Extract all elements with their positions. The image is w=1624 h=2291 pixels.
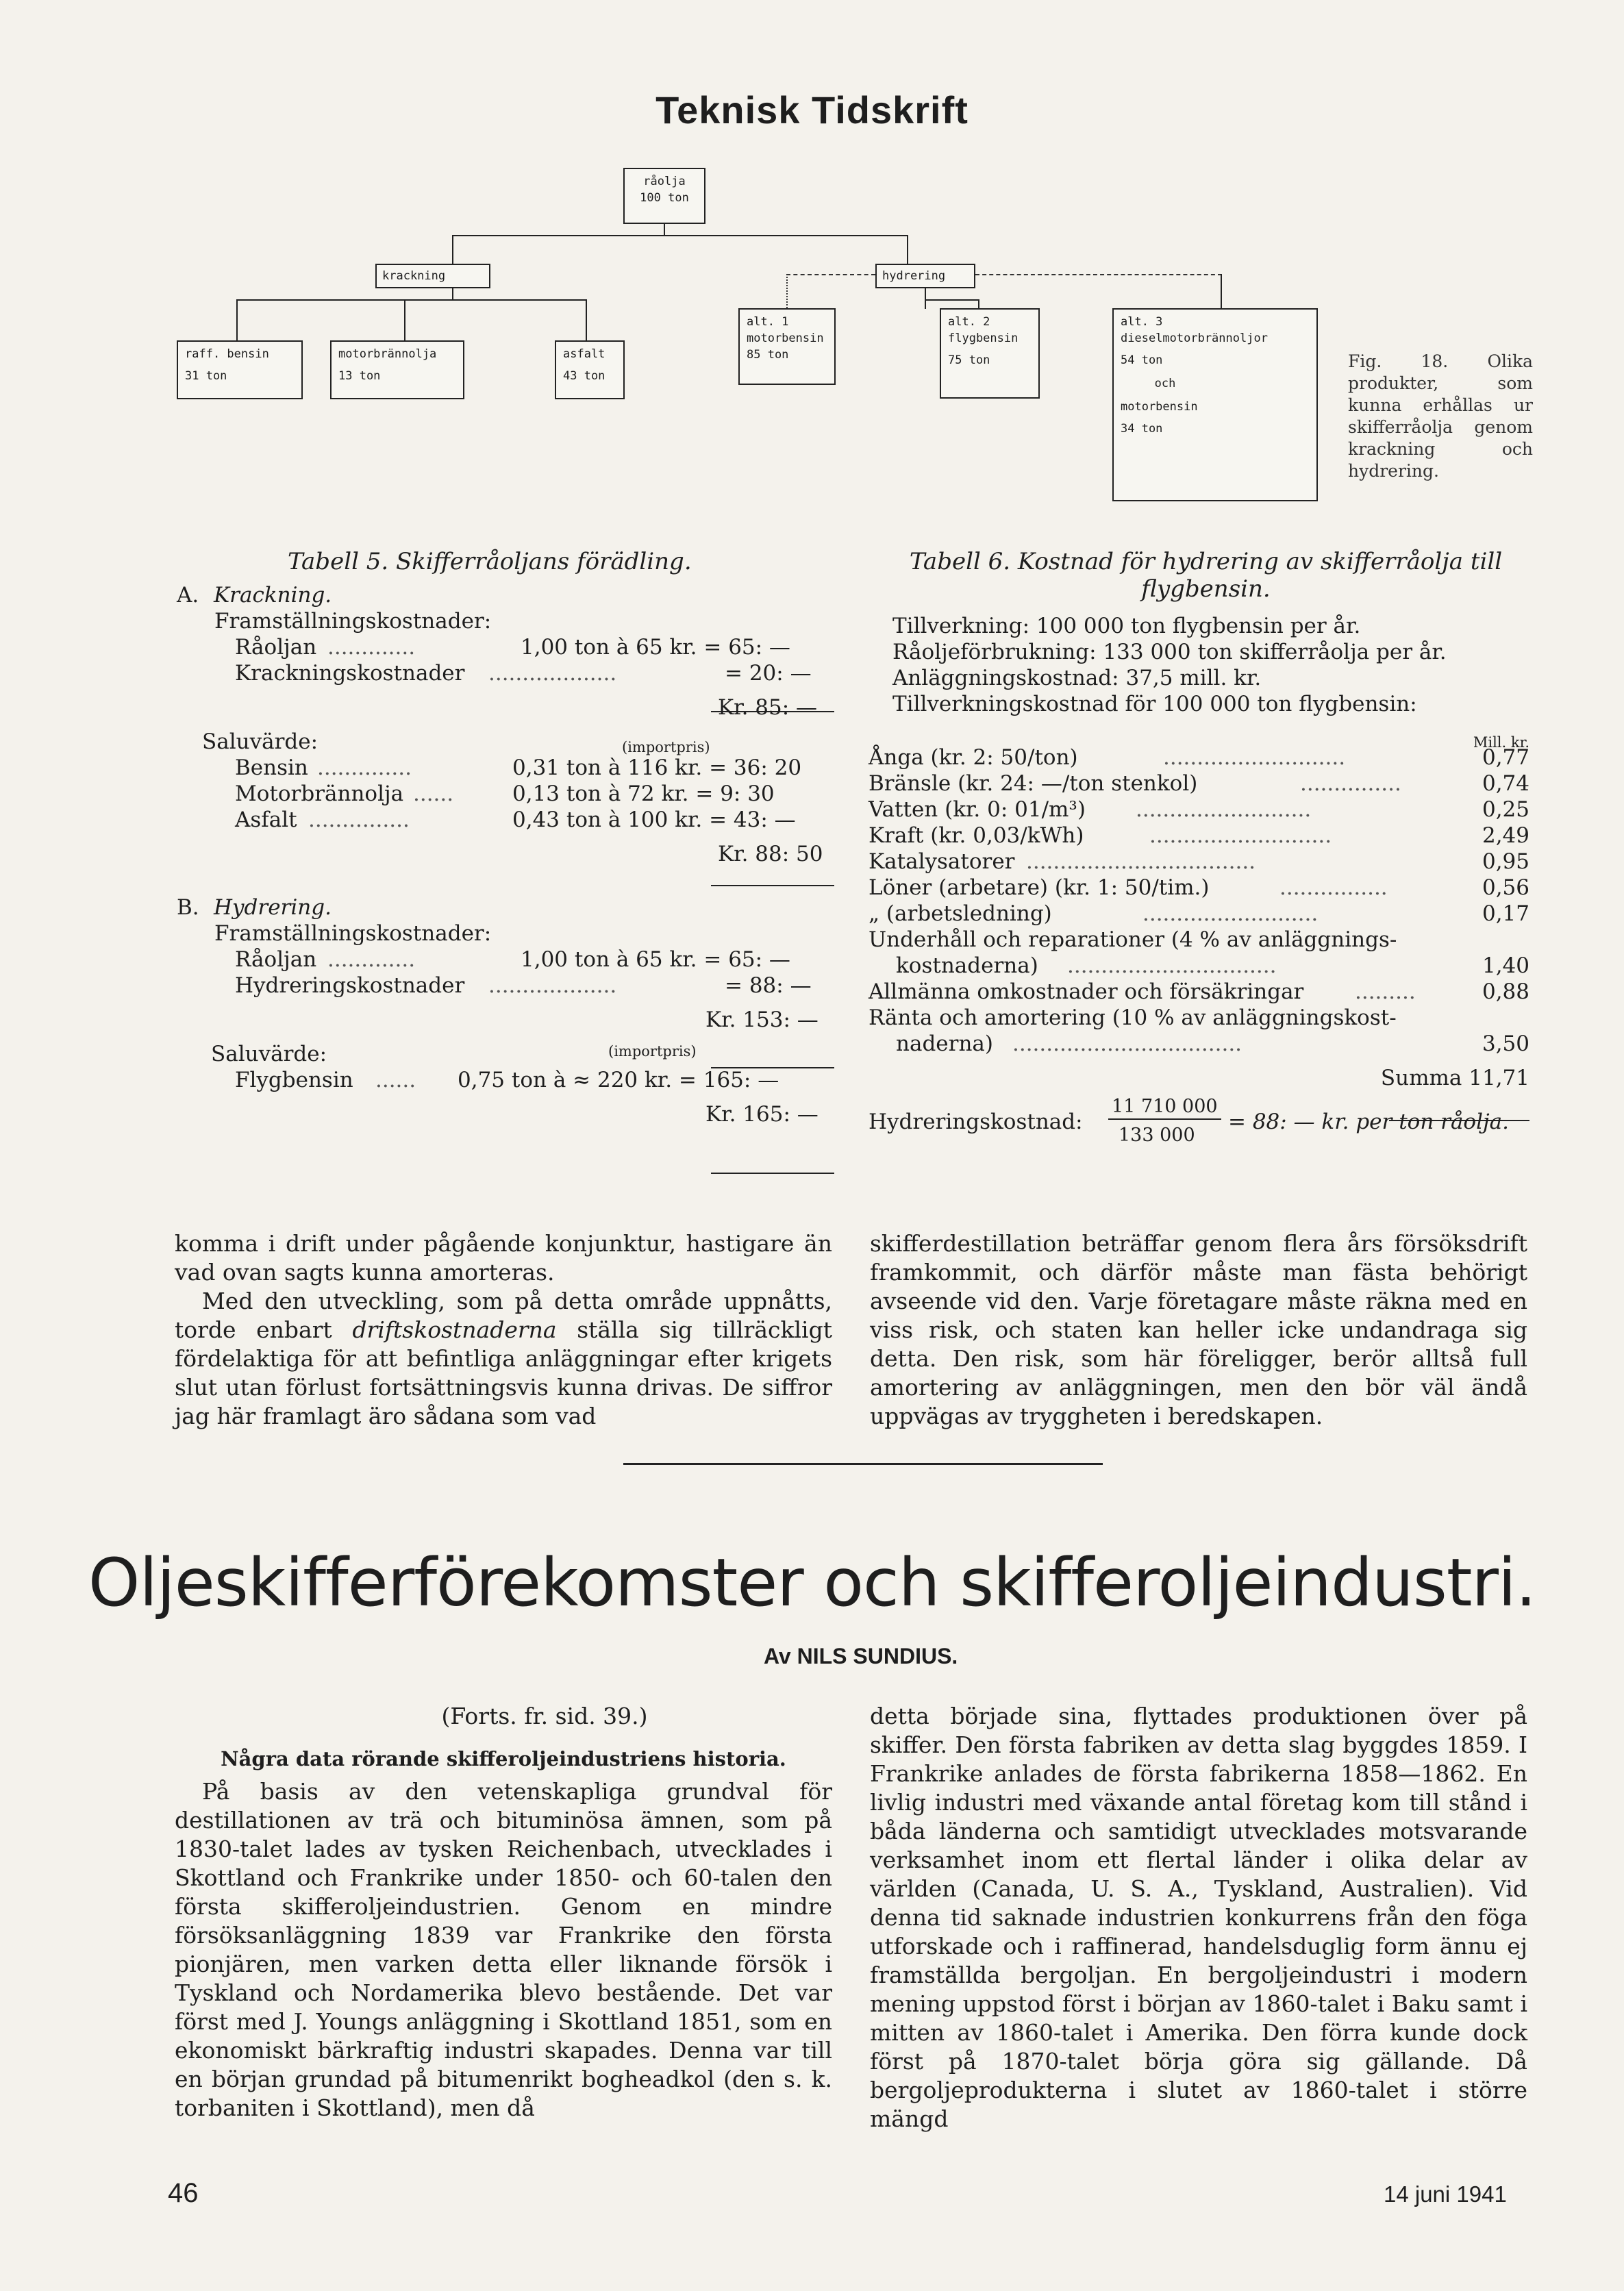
table5-flyg-vals: 0,75 ton à ≈ 220 kr. = 165: —: [458, 1068, 779, 1092]
table5-sum-b2: Kr. 165: —: [705, 1102, 819, 1127]
table5-saluvarde-b: Saluvärde:: [211, 1042, 327, 1066]
table6-line: Tillverkningskostnad för 100 000 ton flygbensin:: [892, 692, 1417, 716]
table5-a-title: Krackning.: [214, 583, 332, 608]
section-heading: Några data rörande skifferoljeindustriens historia.: [221, 1747, 786, 1770]
table5-sum-b1: Kr. 153: —: [705, 1007, 819, 1032]
motorbrannolja-label: motorbrännolja: [338, 347, 437, 361]
alt2-label: alt. 2: [948, 315, 990, 329]
table5-motor: Motorbrännolja: [235, 781, 404, 806]
article-left-column: [175, 1702, 832, 2123]
table6-item-value: 0,95: [1482, 849, 1529, 874]
table5-raoljan-b: Råoljan: [235, 947, 317, 972]
table6-item-label: „ (arbetsledning): [869, 901, 1052, 926]
page-number: 46: [168, 2178, 199, 2208]
alt3-product2: motorbensin: [1121, 400, 1198, 414]
table5-importpris: (importpris): [622, 739, 710, 755]
table5: A. Krackning. Framställningskostnader: Råoljan ............. 1,00 ton à 65 kr. = 65: — Krackningskostnader ................... = 20: — Kr. 85: — Saluvärde: (importpris) Bensin .............. 0,31 ton à 116 kr. = 36: 20 Motorbrännolja ...... 0,13 ton à 72 kr. = 9: 30 Asfalt ............... 0,43 ton à 100 kr. = 43: — Kr. 88: 50 B. Hydrering. Framställningskostnader: Råoljan ............. 1,00 ton à 65 kr. = 65: — Hydreringskostnader ................... = 88: — Kr. 153: — Saluvärde: (importpris) Flygbensin ...... 0,75 ton à ≈ 220 kr. = 165: — Kr. 165: —: [177, 582, 834, 1127]
alt3-product1: dieselmotorbrännoljor: [1121, 331, 1268, 345]
header-text: Teknisk Tidskrift: [655, 88, 969, 132]
krackning-label: krackning: [382, 269, 446, 283]
table6-allmanna-val: 0,88: [1482, 979, 1529, 1004]
table5-bensin: Bensin: [235, 755, 308, 780]
article-right-text: detta började sina, flyttades produktionen över på skiffer. Den första fabriken av detta slag byggdes 1859. I Frankrike anlades de första fabrikerna 1858—1862. En livlig industri med växande antal företag kom till stånd i båda länderna och samtidigt utvecklades motsvarande verksamhet inom ett flertal länder i olika delar av världen (Canada, U. S. A., Tyskland, Australien). Vid denna tid saknade industrien konkurrens från den föga utforskade och i raffinerad, handelsduglig form ännu ej framställda bergoljan. En bergoljeindustri i modern mening uppstod först i början av 1860-talet i Baku samt i mitten av 1860-talet i Amerika. Den förra kunde dock först på 1870-talet börja göra sig gällande. Då bergoljeprodukterna i slutet av 1860-talet i större mängd: [870, 1703, 1527, 2132]
table6-underhall-1: Underhåll och reparationer (4 % av anläggnings-: [869, 927, 1397, 952]
table5-title-text: Tabell 5. Skifferråoljans förädling.: [288, 548, 692, 575]
alt3-amount1: 54 ton: [1121, 353, 1163, 367]
table5-saluvarde: Saluvärde:: [202, 729, 318, 754]
table6-frac-den: 133 000: [1119, 1125, 1195, 1146]
article-title: Oljeskifferförekomster och skifferoljeindustri.: [88, 1544, 1536, 1621]
table6-item-value: 2,49: [1482, 823, 1529, 848]
table5-raoljan: Råoljan: [235, 635, 317, 660]
hydrering-label: hydrering: [882, 269, 946, 283]
root-amount: 100 ton: [640, 191, 689, 205]
right-paragraph: skifferdestillation beträffar genom flera års försöksdrift framkommit, och därför måste man fästa behörigt avseende vid den. Varje företagare måste räkna med en viss risk, och staten kan heller icke undandraga sig detta. Den risk, som här föreligger, berör alltså full amortering av anläggningen, men den bör väl ändå uppvägas av tryggheten i beredskapen.: [870, 1230, 1527, 1429]
motorbrannolja-amount: 13 ton: [338, 369, 381, 383]
table5-hydr-kost: Hydreringskostnader: [235, 973, 465, 998]
table6-frac-num: 11 710 000: [1112, 1096, 1218, 1117]
alt1-amount: 85 ton: [747, 348, 789, 362]
table6-ranta-val: 3,50: [1482, 1031, 1529, 1056]
table6-title-line1: Tabell 6. Kostnad för hydrering av skifferråolja till: [909, 548, 1503, 575]
table6-item-value: 0,17: [1482, 901, 1529, 926]
left-paragraph: [175, 1229, 832, 1431]
table6-underhall-2: kostnaderna): [896, 953, 1038, 978]
table6-hydr-label: Hydreringskostnad:: [869, 1110, 1083, 1134]
table6-allmanna: Allmänna omkostnader och försäkringar: [869, 979, 1304, 1004]
table5-sum-a1: Kr. 85: —: [718, 695, 818, 720]
emphasis-driftskostnaderna: driftskostnaderna: [352, 1316, 557, 1343]
table5-b-label: B.: [177, 895, 199, 920]
table6-item-label: Ånga (kr. 2: 50/ton): [869, 745, 1078, 770]
table6-item-label: Vatten (kr. 0: 01/m³): [869, 797, 1086, 822]
asfalt-box: [555, 340, 625, 399]
table5-asfalt: Asfalt: [235, 808, 297, 832]
table5-b-title: Hydrering.: [214, 895, 332, 920]
alt2-amount: 75 ton: [948, 353, 990, 367]
table5-asfalt-vals: 0,43 ton à 100 kr. = 43: —: [512, 808, 796, 832]
table6-ranta-2: naderna): [896, 1031, 993, 1056]
asfalt-amount: 43 ton: [563, 369, 605, 383]
alt1-product: motorbensin: [747, 331, 824, 345]
table5-raoljan-b-vals: 1,00 ton à 65 kr. = 65: —: [521, 947, 790, 972]
table5-krack-kost: Krackningskostnader: [235, 661, 465, 686]
table6-item-value: 0,56: [1482, 875, 1529, 900]
figure-caption: Fig. 18. Olika produkter, som kunna erhållas ur skifferråolja genom krackning och hydrering.: [1348, 351, 1533, 481]
table6-underhall-val: 1,40: [1482, 953, 1529, 978]
table6-item-value: 0,25: [1482, 797, 1529, 822]
alt1-box: [738, 308, 836, 385]
table6-frac-result: = 88: — kr. per ton råolja.: [1228, 1110, 1509, 1134]
table5-krack-val: = 20: —: [725, 661, 812, 686]
left-paragraph-2: Med den utveckling, som på detta område uppnåtts, torde enbart driftskostnaderna ställa sig tillräckligt fördelaktiga för att befintliga anläggningar efter krigets slut utan förlust fortsättningsvis kunna drivas. De siffror jag här framlagt äro sådana som vad: [175, 1288, 832, 1429]
table6-item-label: Katalysatorer: [869, 849, 1015, 874]
table6: Tillverkning: 100 000 ton flygbensin per år. Råoljeförbrukning: 133 000 ton skifferråolja per år. Anläggningskostnad: 37,5 mill. kr. Tillverkningskostnad för 100 000 ton flygbensin: Mill. kr. Ånga (kr. 2: 50/ton) ........................... 0,77 Bränsle (kr. 24: —/ton stenkol) ............... 0,74 Vatten (kr. 0: 01/m³) .......................... 0,25 Kraft (kr. 0,03/kWh) ........................... 2,49 Katalysatorer .................................. 0,95 Löner (arbetare) (kr. 1: 50/tim.) ................ 0,56 „ (arbetsledning) .......................... 0,17 Underhåll och reparationer (4 % av anläggnings- kostnaderna) ............................... 1,40 Allmänna omkostnader och försäkringar ......... 0,88 Ränta och amortering (10 % av anläggningskost- naderna) .................................. 3,50 Summa 11,71 Hydreringskostnad: 11 710 000 133 000 = 88: — kr. per ton råolja.: [869, 613, 1529, 1149]
table6-title-line2: flygbensin.: [1141, 575, 1271, 603]
alt3-och: och: [1154, 377, 1176, 390]
section-divider: [623, 1463, 1103, 1465]
alt2-product: flygbensin: [948, 331, 1019, 345]
krackning-box: [375, 264, 490, 288]
raff-bensin-label: raff. bensin: [185, 347, 269, 361]
table5-motor-vals: 0,13 ton à 72 kr. = 9: 30: [512, 781, 775, 806]
article-left-text: På basis av den vetenskapliga grundval för destillationen av trä och bituminösa ämnen, som på 1830-talet lades av tysken Reichenbach, utvecklades i Skottland och Frankrike under 1850- och 60-talen den första skifferoljeindustrien. Genom en mindre försöksanläggning 1839 var Frankrike den första pionjären, men varken detta eller liknande försök i Tyskland och Nordamerika blevo bestående. Det var först med J. Youngs anläggning i Skottland 1851, som en ekonomiskt bärkraftig industri skapades. Denna var till en början grundad på bitumenrikt bogheadkol (den s. k. torbaniten i Skottland), men då: [175, 1778, 832, 2121]
motorbrannolja-box: [330, 340, 464, 399]
table6-title: [869, 548, 1543, 603]
article-author: Av NILS SUNDIUS.: [764, 1644, 958, 1668]
alt1-label: alt. 1: [747, 315, 789, 329]
table5-a-label: A.: [177, 583, 199, 608]
alt3-box: [1112, 308, 1318, 501]
table5-framst-b: Framställningskostnader:: [214, 921, 492, 946]
issue-date: 14 juni 1941: [1384, 2181, 1507, 2207]
table5-bensin-vals: 0,31 ton à 116 kr. = 36: 20: [512, 755, 802, 780]
table5-title: [288, 548, 836, 575]
table6-ranta-1: Ränta och amortering (10 % av anläggningskost-: [869, 1005, 1397, 1030]
table6-line: Anläggningskostnad: 37,5 mill. kr.: [892, 666, 1262, 690]
table5-raoljan-vals: 1,00 ton à 65 kr. = 65: —: [521, 635, 790, 660]
table6-item-value: 0,74: [1482, 771, 1529, 796]
root-box: [623, 168, 705, 224]
table6-fraction: [869, 1094, 1529, 1149]
table5-framst: Framställningskostnader:: [214, 609, 492, 634]
table5-hydr-val: = 88: —: [725, 973, 812, 998]
table6-line: Råoljeförbrukning: 133 000 ton skifferråolja per år.: [892, 640, 1447, 664]
asfalt-label: asfalt: [563, 347, 605, 361]
table6-line: Tillverkning: 100 000 ton flygbensin per år.: [892, 614, 1361, 638]
alt2-box: [940, 308, 1040, 399]
raff-bensin-amount: 31 ton: [185, 369, 227, 383]
table6-summa: Summa 11,71: [1380, 1066, 1529, 1090]
table6-item-value: 0,77: [1482, 745, 1529, 770]
table6-item-label: Bränsle (kr. 24: —/ton stenkol): [869, 771, 1198, 796]
table5-flyg: Flygbensin: [235, 1068, 353, 1092]
continued-note: (Forts. fr. sid. 39.): [441, 1703, 648, 1729]
journal-header: [0, 88, 1624, 132]
table6-item-label: Löner (arbetare) (kr. 1: 50/tim.): [869, 875, 1210, 900]
left-paragraph-1: komma i drift under pågående konjunktur, hastigare än vad ovan sagts kunna amorteras.: [175, 1230, 832, 1286]
hydrering-box: [875, 264, 975, 288]
table5-sum-a2: Kr. 88: 50: [718, 842, 823, 866]
root-label: råolja: [643, 175, 686, 188]
alt3-amount2: 34 ton: [1121, 422, 1163, 436]
table5-importpris-b: (importpris): [608, 1043, 697, 1060]
raff-bensin-box: [177, 340, 303, 399]
table6-item-label: Kraft (kr. 0,03/kWh): [869, 823, 1084, 848]
alt3-label: alt. 3: [1121, 315, 1163, 329]
table6-unit: Mill. kr.: [1473, 734, 1529, 751]
